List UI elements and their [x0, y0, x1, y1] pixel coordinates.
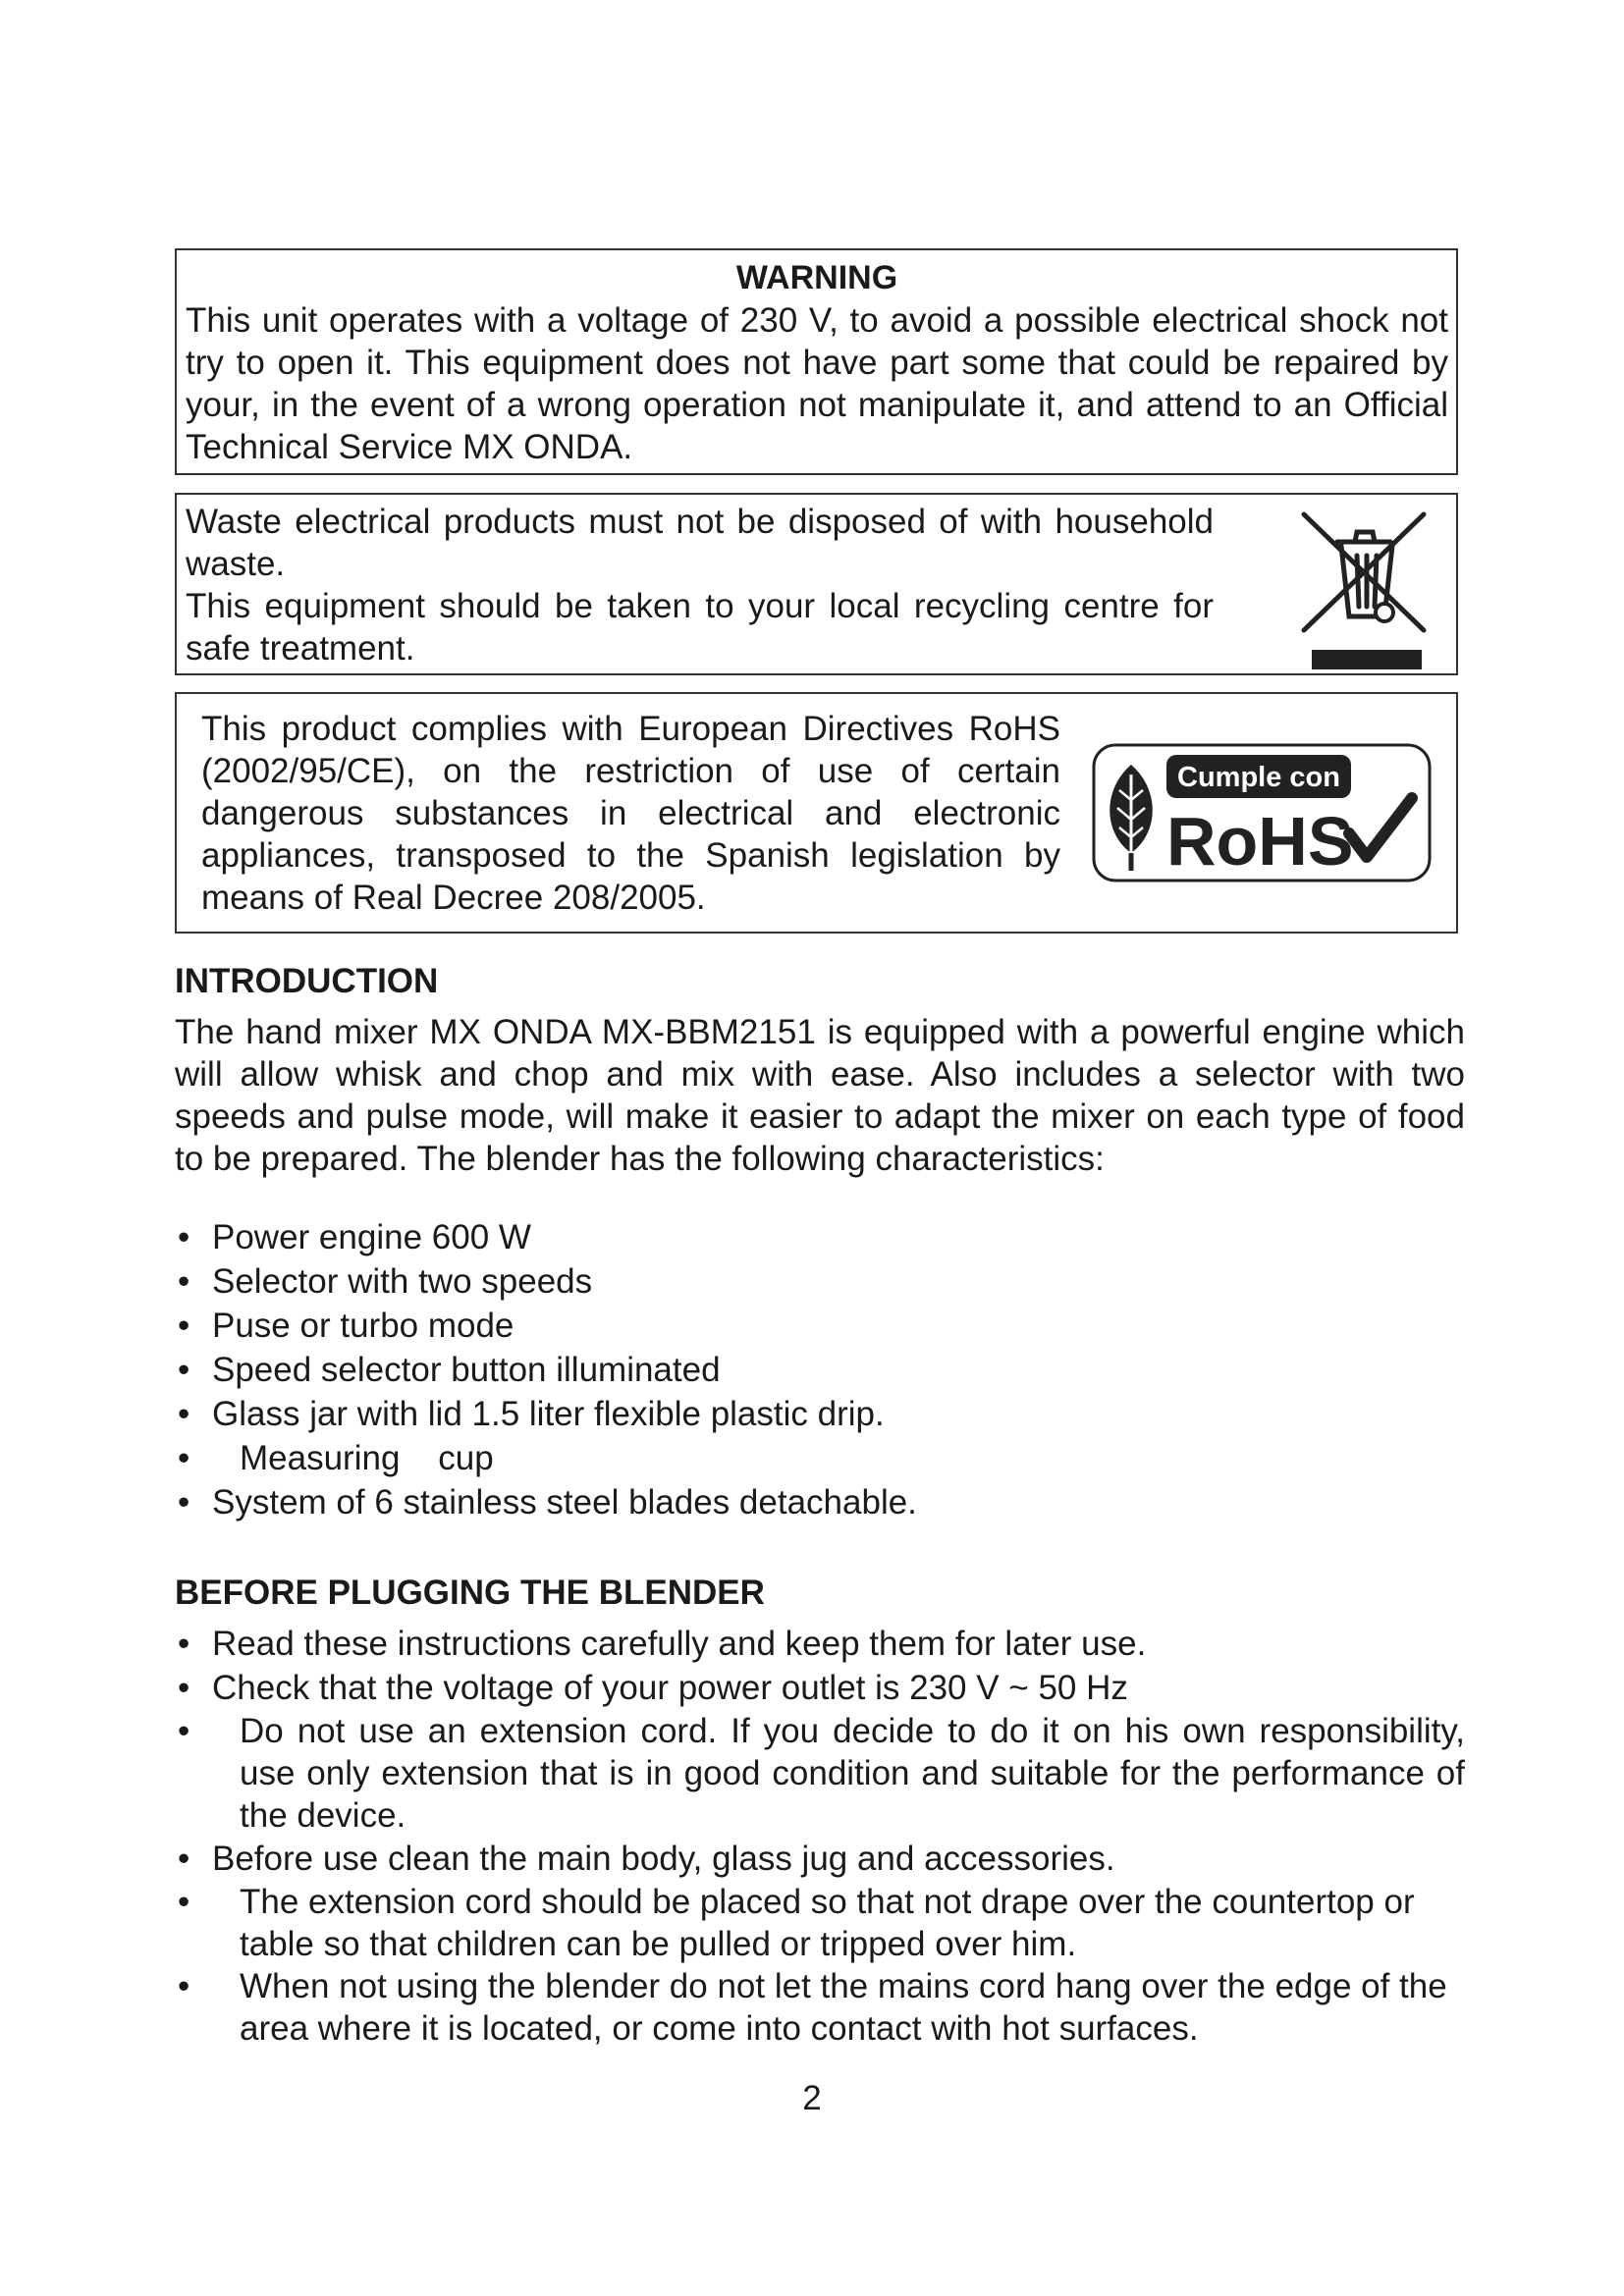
page-number: 2 [802, 2079, 822, 2117]
features-list [175, 1215, 1465, 1524]
precautions-list [175, 1622, 1465, 2050]
list-item: • Puse or turbo mode [175, 1304, 1465, 1348]
list-item: • Speed selector button illuminated [175, 1348, 1465, 1392]
list-item: • Before use clean the main body, glass jug and accessories. [175, 1837, 1465, 1881]
weee-text [186, 501, 1214, 669]
rohs-box [175, 692, 1458, 934]
list-item: • Measuring cup [175, 1436, 1465, 1480]
warning-box [175, 248, 1458, 475]
warning-title: WARNING [735, 259, 898, 296]
list-item: • System of 6 stainless steel blades detachable. [175, 1480, 1465, 1524]
introduction-paragraph: The hand mixer MX ONDA MX-BBM2151 is equipped with a powerful engine which will allow whisk and chop and mix with ease. Also includes a selector with two speeds and pulse mode, will make it easier to adapt the mixer on each type of food to be prepared. The blender has the following characteristics: [175, 1013, 1465, 1178]
list-item: • Power engine 600 W [175, 1215, 1465, 1259]
list-item: • When not using the blender do not let the mains cord hang over the edge of the area where it is located, or come into contact with hot surfaces. [175, 1965, 1465, 2050]
before-plugging-heading: BEFORE PLUGGING THE BLENDER [175, 1574, 765, 1612]
rohs-logo-banner: Cumple con [1177, 762, 1340, 793]
introduction-heading: INTRODUCTION [175, 962, 439, 1000]
rohs-compliance-logo [1092, 743, 1432, 882]
list-item: • Glass jar with lid 1.5 liter flexible plastic drip. [175, 1392, 1465, 1436]
weee-line-1: Waste electrical products must not be disposed of with household waste. [186, 503, 1214, 583]
list-item: • Check that the voltage of your power outlet is 230 V ~ 50 Hz [175, 1666, 1465, 1710]
warning-text: This unit operates with a voltage of 230 V, to avoid a possible electrical shock not try to open it. This equipment does not have part some that could be repaired by your, in the event of a wrong operation not manipulate it, and attend to an Official Technical Service MX ONDA. [186, 301, 1448, 466]
rohs-logo-mark: RoHS [1166, 803, 1354, 880]
list-item: • The extension cord should be placed so that not drape over the countertop or table so that children can be pulled or tripped over him. [175, 1881, 1465, 1965]
weee-box [175, 493, 1458, 675]
list-item: • Do not use an extension cord. If you decide to do it on his own responsibility, use only extension that is in good condition and suitable for the performance of the device. [175, 1710, 1465, 1837]
weee-line-2: This equipment should be taken to your local recycling centre for safe treatment. [186, 587, 1214, 667]
list-item: • Read these instructions carefully and keep them for later use. [175, 1622, 1465, 1666]
list-item: • Selector with two speeds [175, 1259, 1465, 1304]
crossed-out-bin-icon [1294, 503, 1441, 671]
rohs-text: This product complies with European Directives RoHS (2002/95/CE), on the restriction of use of certain dangerous substances in electrical and electronic appliances, transposed to the Spanish legislation by means of Real Decree 208/2005. [201, 710, 1060, 917]
